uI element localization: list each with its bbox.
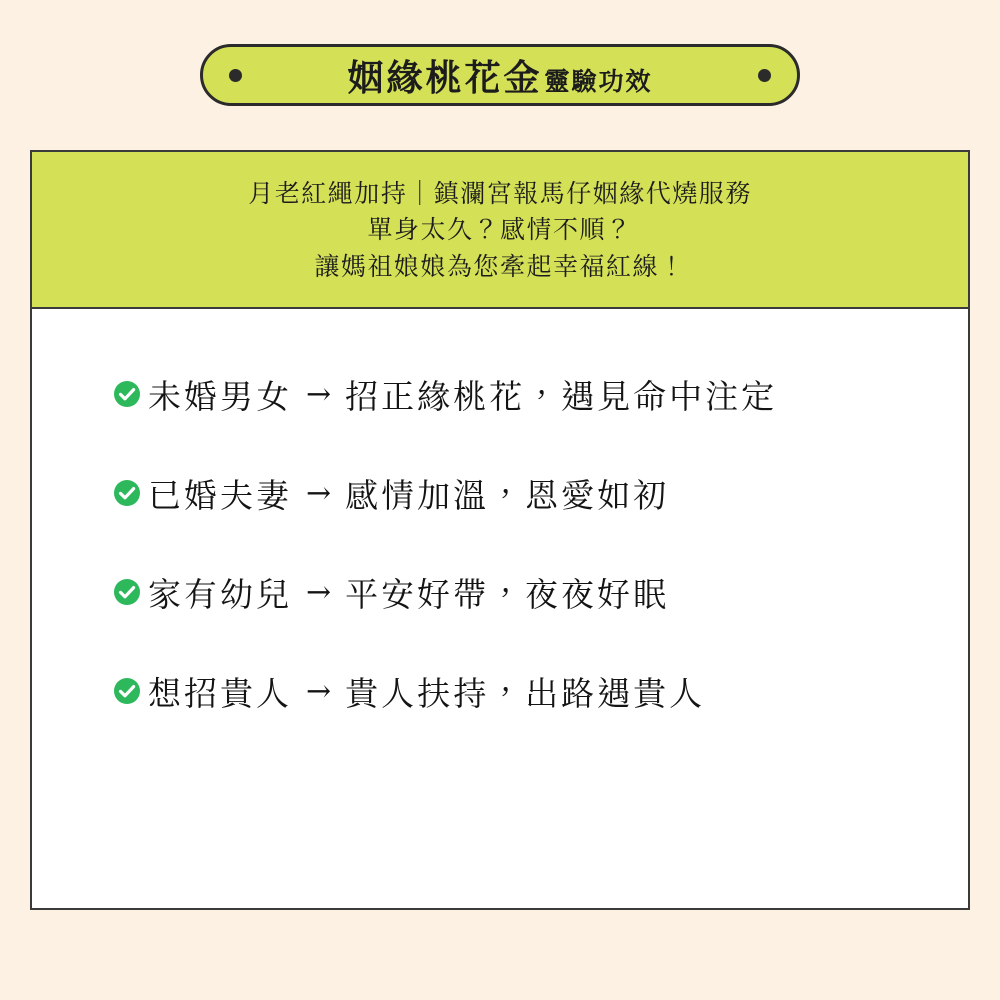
check-circle-icon: [112, 478, 142, 508]
benefit-label: 想招貴人: [148, 673, 292, 713]
page-title: [347, 50, 652, 101]
header-line-1: 月老紅繩加持｜鎮瀾宮報馬仔姻緣代燒服務: [248, 179, 752, 208]
list-item: [112, 668, 968, 715]
arrow-icon: →: [306, 475, 332, 511]
benefit-label: 已婚夫妻: [148, 475, 292, 515]
list-item: [112, 569, 968, 616]
benefit-description: 平安好帶，夜夜好眠: [345, 574, 670, 614]
decorative-dot-right-icon: [758, 69, 771, 82]
title-sub-text: 靈驗功效: [544, 66, 653, 96]
arrow-icon: →: [306, 574, 332, 610]
list-item: [112, 371, 968, 418]
list-item: [112, 470, 968, 517]
decorative-dot-left-icon: [229, 69, 242, 82]
title-main-text: 姻緣桃花金: [347, 56, 543, 99]
arrow-icon: →: [306, 673, 332, 709]
benefit-list: [32, 371, 968, 715]
check-circle-icon: [112, 676, 142, 706]
title-banner: [200, 44, 800, 106]
card-body: [32, 309, 968, 715]
header-line-3: 讓媽祖娘娘為您牽起幸福紅線！: [314, 251, 686, 281]
benefit-description: 招正緣桃花，遇見命中注定: [345, 376, 778, 416]
benefit-label: 未婚男女: [148, 376, 292, 416]
header-line-2: 單身太久？感情不順？: [367, 215, 633, 245]
content-card: [30, 150, 970, 910]
check-circle-icon: [112, 379, 142, 409]
benefit-description: 感情加溫，恩愛如初: [345, 475, 670, 515]
arrow-icon: →: [306, 376, 332, 412]
check-circle-icon: [112, 577, 142, 607]
benefit-description: 貴人扶持，出路遇貴人: [345, 673, 706, 713]
benefit-label: 家有幼兒: [148, 574, 292, 614]
card-header: [32, 152, 968, 309]
